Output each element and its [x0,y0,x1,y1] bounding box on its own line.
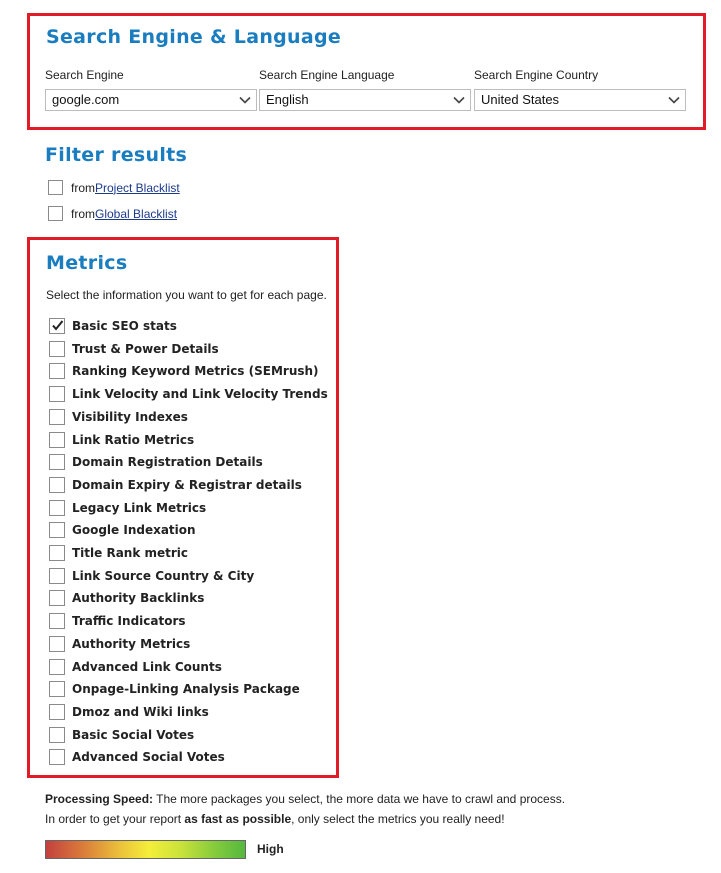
search-engine-value: google.com [52,92,120,107]
filter-global-prefix: from [71,206,95,221]
metric-label: Advanced Link Counts [72,659,222,674]
search-engine-section [27,13,706,130]
processing-speed-line1 [45,792,565,806]
filter-results-title: Filter results [45,144,188,166]
search-country-label: Search Engine Country [474,68,599,82]
metric-checkbox[interactable] [49,681,65,697]
chevron-down-icon [239,94,251,106]
search-engine-title: Search Engine & Language [46,26,342,48]
metric-checkbox[interactable] [49,363,65,379]
metric-checkbox[interactable] [49,522,65,538]
metric-label: Visibility Indexes [72,409,188,424]
metric-item[interactable] [49,590,204,606]
search-language-field [259,68,471,111]
filter-global-checkbox[interactable] [48,206,63,221]
processing-hint-post: , only select the metrics you really need! [291,812,505,826]
metric-checkbox[interactable] [49,590,65,606]
processing-speed-line2 [45,812,505,826]
metric-label: Link Source Country & City [72,568,255,583]
metric-label: Domain Expiry & Registrar details [72,477,302,492]
metric-item[interactable] [49,477,302,493]
metric-item[interactable] [49,749,225,765]
metric-item[interactable] [49,341,219,357]
search-language-label: Search Engine Language [259,68,395,82]
metric-checkbox[interactable] [49,454,65,470]
metric-label: Google Indexation [72,523,196,538]
processing-hint-pre: In order to get your report [45,812,185,826]
metrics-title: Metrics [46,252,128,274]
metric-checkbox[interactable] [49,727,65,743]
metric-label: Legacy Link Metrics [72,500,207,515]
metric-checkbox[interactable] [49,477,65,493]
metric-checkbox[interactable] [49,318,65,334]
metric-label: Link Velocity and Link Velocity Trends [72,387,328,402]
metric-checkbox[interactable] [49,341,65,357]
metric-item[interactable] [49,432,194,448]
metrics-section [27,237,339,778]
checkmark-icon [51,319,64,332]
metric-item[interactable] [49,522,196,538]
project-blacklist-link[interactable]: Project Blacklist [95,180,180,195]
metric-checkbox[interactable] [49,500,65,516]
global-blacklist-link[interactable]: Global Blacklist [95,206,178,221]
metric-item[interactable] [49,500,206,516]
metrics-description: Select the information you want to get for each page. [46,288,327,302]
search-language-value: English [266,92,309,107]
search-language-select[interactable] [259,89,471,111]
metric-label: Link Ratio Metrics [72,432,195,447]
search-engine-select[interactable] [45,89,257,111]
metric-item[interactable] [49,727,194,743]
speed-gradient-bar [45,840,246,859]
metric-checkbox[interactable] [49,749,65,765]
metric-label: Basic Social Votes [72,727,195,742]
chevron-down-icon [453,94,465,106]
metric-label: Dmoz and Wiki links [72,704,209,719]
metric-label: Authority Metrics [72,636,191,651]
metric-item[interactable] [49,568,254,584]
processing-speed-text: The more packages you select, the more data we have to crawl and process. [153,792,566,806]
metric-item[interactable] [49,681,300,697]
metric-checkbox[interactable] [49,409,65,425]
metric-label: Ranking Keyword Metrics (SEMrush) [72,364,319,379]
filter-project-prefix: from [71,180,95,195]
processing-hint-bold: as fast as possible [184,812,292,826]
metric-label: Advanced Social Votes [72,750,225,765]
metric-checkbox[interactable] [49,545,65,561]
metric-label: Trust & Power Details [72,341,219,356]
metric-label: Authority Backlinks [72,591,205,606]
metric-checkbox[interactable] [49,432,65,448]
metric-checkbox[interactable] [49,386,65,402]
metric-item[interactable] [49,659,222,675]
search-engine-field [45,68,257,111]
search-country-value: United States [481,92,560,107]
metric-item[interactable] [49,386,328,402]
metric-checkbox[interactable] [49,613,65,629]
filter-global-blacklist[interactable] [48,206,177,221]
speed-level-label: High [257,842,284,856]
metric-label: Traffic Indicators [72,614,186,629]
metric-item[interactable] [49,636,190,652]
metric-label: Onpage-Linking Analysis Package [72,682,300,697]
metric-item[interactable] [49,363,319,379]
chevron-down-icon [668,94,680,106]
metric-checkbox[interactable] [49,636,65,652]
metric-item[interactable] [49,704,209,720]
metric-checkbox[interactable] [49,659,65,675]
metric-item[interactable] [49,545,188,561]
search-country-field [474,68,686,111]
metric-label: Domain Registration Details [72,455,263,470]
metric-checkbox[interactable] [49,568,65,584]
processing-speed-heading: Processing Speed: [45,792,154,806]
metric-item[interactable] [49,613,186,629]
filter-project-checkbox[interactable] [48,180,63,195]
search-country-select[interactable] [474,89,686,111]
metric-item[interactable] [49,318,177,334]
metric-item[interactable] [49,409,188,425]
metric-item[interactable] [49,454,263,470]
metric-label: Basic SEO stats [72,319,177,333]
metric-checkbox[interactable] [49,704,65,720]
metric-label: Title Rank metric [72,546,189,560]
search-engine-label: Search Engine [45,68,124,82]
filter-project-blacklist[interactable] [48,180,180,195]
